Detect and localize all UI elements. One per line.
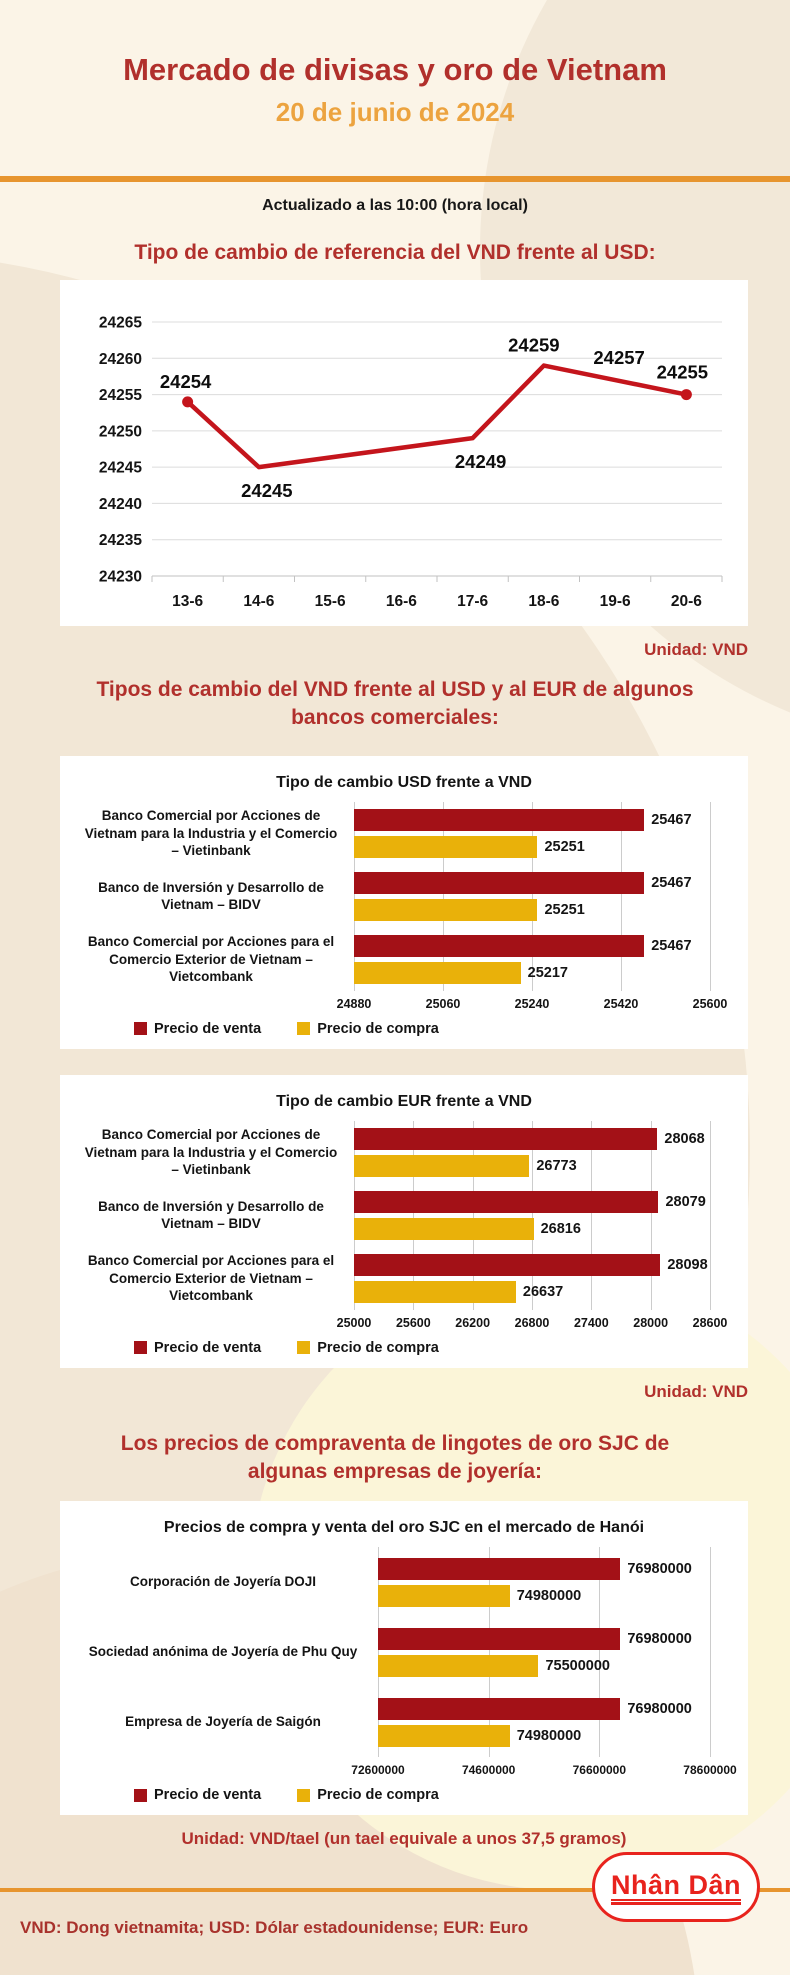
page-date: 20 de junio de 2024 — [275, 96, 515, 127]
bar-precio-venta — [354, 1128, 657, 1150]
legend — [78, 1336, 730, 1364]
gridline — [710, 1121, 711, 1310]
line-chart — [74, 294, 734, 616]
bar-value-label: 25467 — [651, 811, 692, 828]
bar-line — [354, 935, 710, 957]
x-tick-label: 16-6 — [385, 593, 417, 611]
category-label: Banco Comercial por Acciones para el Comercio Exterior de Vietnam – Vietcombank — [87, 933, 335, 985]
bar-precio-compra — [354, 1281, 516, 1303]
bar-line — [354, 1254, 710, 1276]
bar-precio-venta — [378, 1698, 620, 1720]
bar-row — [378, 1617, 710, 1687]
bar-value-label: 76980000 — [627, 1630, 692, 1647]
bar-precio-venta — [354, 1191, 658, 1213]
x-tick-label: 25600 — [692, 996, 728, 1011]
chart-body — [78, 1121, 730, 1310]
bar-precio-venta — [354, 1254, 660, 1276]
x-tick-label: 25000 — [336, 1315, 372, 1330]
bar-value-label: 26773 — [536, 1157, 577, 1174]
x-tick-label: 74600000 — [461, 1763, 516, 1778]
x-tick-label: 28600 — [692, 1315, 728, 1330]
section-heading-gold: Los precios de compraventa de lingotes de oro SJC de algunas empresas de joyería: — [120, 1431, 670, 1483]
x-tick-label: 26200 — [455, 1315, 491, 1330]
plot-area — [378, 1547, 710, 1757]
line-series — [188, 366, 687, 468]
x-tick-label: 76600000 — [572, 1763, 627, 1778]
chart-body — [78, 1547, 730, 1757]
x-tick-label: 72600000 — [351, 1763, 405, 1778]
bar-line — [378, 1585, 710, 1607]
legend — [78, 1017, 730, 1045]
footer-note: VND: Dong vietnamita; USD: Dólar estadounidense; EUR: Euro — [20, 1918, 529, 1937]
category-label: Empresa de Joyería de Saigón — [125, 1714, 321, 1730]
x-tick-label: 24880 — [336, 996, 372, 1011]
x-tick-label: 28000 — [633, 1315, 669, 1330]
legend-item — [134, 1787, 261, 1803]
bar-line — [378, 1725, 710, 1747]
legend-label: Precio de compra — [317, 1339, 439, 1356]
bar-value-label: 25467 — [651, 874, 692, 891]
x-tick-label: 20-6 — [670, 593, 702, 611]
data-point-label: 24257 — [593, 347, 645, 369]
plot-area — [354, 1121, 710, 1310]
data-point-label: 24259 — [508, 334, 560, 356]
category-label: Banco de Inversión y Desarrollo de Vietnam – BIDV — [98, 879, 324, 913]
bar-line — [378, 1628, 710, 1650]
data-point-marker — [681, 389, 692, 400]
bar-row — [354, 802, 710, 865]
content — [0, 52, 790, 1849]
legend-item — [297, 1340, 439, 1356]
bar-value-label: 74980000 — [516, 1727, 582, 1744]
bar-line — [354, 809, 710, 831]
bar-precio-compra — [354, 962, 521, 984]
bar-row — [354, 865, 710, 928]
category-label: Banco Comercial por Acciones de Vietnam para la Industria y el Comercio – Vietinbank — [84, 807, 338, 859]
bar-value-label: 28098 — [667, 1256, 708, 1273]
legend-item — [297, 1787, 439, 1803]
nhandan-logo-text: Nhân Dân — [611, 1870, 741, 1905]
page-title: Mercado de divisas y oro de Vietnam — [123, 52, 667, 87]
category-label: Banco Comercial por Acciones para el Comercio Exterior de Vietnam – Vietcombank — [87, 1252, 335, 1304]
y-tick-label: 24230 — [98, 568, 142, 586]
category-labels — [78, 1547, 378, 1757]
x-tick-label: 27400 — [573, 1315, 609, 1330]
bar-value-label: 25467 — [651, 937, 692, 954]
x-tick-label: 14-6 — [243, 593, 275, 611]
eur-bar-chart-panel — [60, 1075, 748, 1368]
category-label: Banco de Inversión y Desarrollo de Vietnam – BIDV — [98, 1198, 324, 1232]
bar-precio-compra — [378, 1655, 538, 1677]
bar-row — [354, 1247, 710, 1310]
x-tick-label: 13-6 — [172, 593, 204, 611]
bar-value-label: 25251 — [544, 901, 585, 918]
x-tick-label: 18-6 — [528, 593, 560, 611]
y-tick-label: 24260 — [98, 351, 142, 369]
chart-title: Tipo de cambio EUR frente a VND — [276, 1092, 532, 1110]
category-label: Sociedad anónima de Joyería de Phu Quy — [88, 1644, 358, 1660]
bar-precio-compra — [354, 836, 537, 858]
bar-value-label: 75500000 — [545, 1657, 610, 1674]
chart-title: Precios de compra y venta del oro SJC en el mercado de Hanói — [163, 1519, 645, 1537]
unit-note-gold: Unidad: VND/tael (un tael equivale a unos 37,5 gramos) — [181, 1829, 627, 1849]
bar-line — [354, 1128, 710, 1150]
bar-line — [378, 1558, 710, 1580]
y-tick-label: 24240 — [98, 496, 142, 514]
legend-swatch — [297, 1789, 310, 1802]
bar-value-label: 76980000 — [627, 1700, 692, 1717]
gold-bar-chart-panel — [60, 1501, 748, 1815]
x-axis — [336, 1310, 728, 1336]
bar-value-label: 25251 — [544, 838, 585, 855]
category-label: Corporación de Joyería DOJI — [129, 1574, 317, 1590]
bar-line — [378, 1698, 710, 1720]
bar-precio-venta — [354, 809, 644, 831]
y-tick-label: 24250 — [98, 423, 142, 441]
bar-row — [354, 928, 710, 991]
legend-item — [134, 1340, 261, 1356]
x-tick-label: 15-6 — [314, 593, 346, 611]
legend-label: Precio de venta — [154, 1020, 262, 1037]
bar-line — [354, 872, 710, 894]
legend-item — [134, 1021, 261, 1037]
data-point-marker — [182, 397, 193, 408]
x-tick-label: 25600 — [395, 1315, 431, 1330]
plot-area — [354, 802, 710, 991]
bar-value-label: 76980000 — [627, 1560, 692, 1577]
data-point-label: 24255 — [656, 361, 709, 383]
bar-precio-venta — [378, 1628, 620, 1650]
y-tick-label: 24245 — [98, 460, 142, 478]
bar-value-label: 28068 — [664, 1130, 705, 1147]
bar-line — [354, 899, 710, 921]
bar-value-label: 26816 — [540, 1220, 581, 1237]
bar-precio-compra — [354, 1155, 529, 1177]
data-point-label: 24245 — [241, 480, 293, 502]
section-heading-banks: Tipos de cambio del VND frente al USD y al EUR de algunos bancos comerciales: — [96, 678, 694, 730]
bar-value-label: 26637 — [522, 1283, 564, 1300]
y-tick-label: 24265 — [98, 314, 142, 332]
legend-swatch — [297, 1022, 310, 1035]
chart-body — [78, 802, 730, 991]
bar-line — [378, 1655, 710, 1677]
x-axis — [336, 991, 728, 1017]
bar-row — [378, 1547, 710, 1617]
bar-line — [354, 1191, 710, 1213]
bar-row — [354, 1121, 710, 1184]
x-tick-label: 78600000 — [683, 1763, 737, 1778]
legend-swatch — [134, 1022, 147, 1035]
unit-note-banks: Unidad: VND — [644, 1381, 748, 1401]
bar-row — [378, 1687, 710, 1757]
legend-label: Precio de compra — [317, 1020, 439, 1037]
category-labels — [78, 1121, 354, 1310]
bar-precio-compra — [378, 1585, 510, 1607]
gridline — [710, 1547, 711, 1757]
legend-label: Precio de venta — [154, 1339, 262, 1356]
bar-line — [354, 1155, 710, 1177]
data-point-label: 24254 — [159, 371, 212, 393]
nhandan-logo — [592, 1852, 760, 1922]
y-tick-label: 24235 — [98, 532, 142, 550]
y-tick-label: 24255 — [98, 387, 142, 405]
x-tick-label: 26800 — [514, 1315, 550, 1330]
x-tick-label: 25240 — [514, 996, 550, 1011]
updated-note: Actualizado a las 10:00 (hora local) — [262, 196, 528, 214]
legend-swatch — [134, 1789, 147, 1802]
unit-note-reference: Unidad: VND — [644, 640, 748, 660]
category-label: Banco Comercial por Acciones de Vietnam para la Industria y el Comercio – Vietinbank — [84, 1126, 338, 1178]
line-chart-panel — [60, 280, 748, 626]
gridline — [710, 802, 711, 991]
x-axis — [351, 1757, 737, 1783]
legend-item — [297, 1021, 439, 1037]
top-divider — [0, 176, 790, 182]
bar-precio-compra — [354, 1218, 534, 1240]
x-tick-label: 25420 — [603, 996, 639, 1011]
bar-value-label: 74980000 — [516, 1587, 582, 1604]
bar-line — [354, 962, 710, 984]
bar-line — [354, 836, 710, 858]
footer — [0, 1869, 790, 1975]
bar-value-label: 25217 — [527, 964, 568, 981]
section-heading-reference: Tipo de cambio de referencia del VND frente al USD: — [134, 240, 656, 264]
x-tick-label: 19-6 — [599, 593, 631, 611]
legend-label: Precio de compra — [317, 1787, 439, 1804]
legend — [78, 1783, 730, 1811]
bar-precio-venta — [354, 872, 644, 894]
usd-bar-chart-panel — [60, 756, 748, 1049]
bar-value-label: 28079 — [665, 1193, 706, 1210]
bar-line — [354, 1281, 710, 1303]
bar-precio-compra — [354, 899, 537, 921]
x-tick-label: 17-6 — [457, 593, 489, 611]
legend-swatch — [134, 1341, 147, 1354]
bar-row — [354, 1184, 710, 1247]
bar-line — [354, 1218, 710, 1240]
legend-label: Precio de venta — [154, 1787, 262, 1804]
chart-title: Tipo de cambio USD frente a VND — [276, 773, 532, 791]
bar-precio-venta — [354, 935, 644, 957]
category-labels — [78, 802, 354, 991]
data-point-label: 24249 — [454, 451, 507, 473]
legend-swatch — [297, 1341, 310, 1354]
bar-precio-compra — [378, 1725, 510, 1747]
x-tick-label: 25060 — [425, 996, 461, 1011]
bar-precio-venta — [378, 1558, 620, 1580]
